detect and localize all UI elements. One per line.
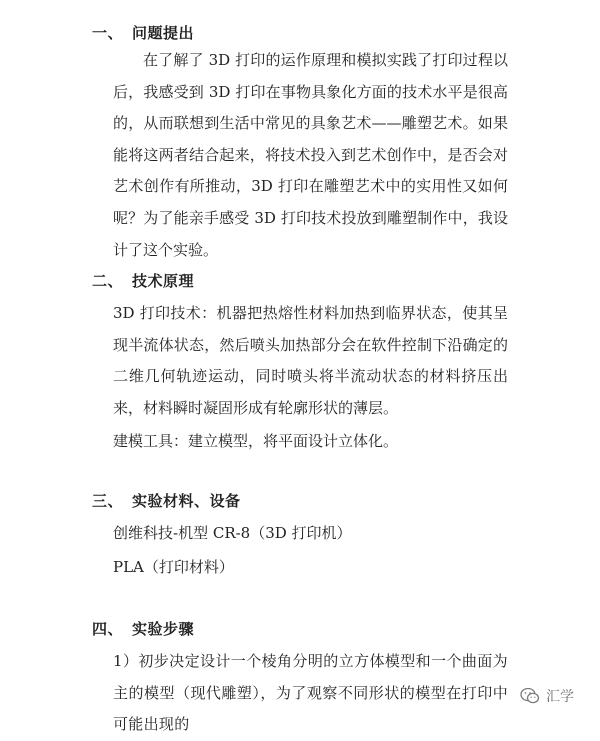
section-number: 一、	[92, 24, 124, 42]
section-number: 四、	[92, 620, 124, 638]
wechat-icon	[520, 687, 540, 705]
watermark	[520, 686, 574, 706]
section-2-paragraph: 建模工具：建立模型，将平面设计立体化。	[113, 432, 399, 450]
section-title: 问题提出	[132, 24, 195, 42]
section-title: 实验步骤	[132, 620, 195, 638]
section-title: 实验材料、设备	[132, 492, 241, 510]
watermark-text: 汇学	[546, 689, 574, 705]
step-1-paragraph: 1）初步决定设计一个棱角分明的立方体模型和一个曲面为主的模型（现代雕塑），为了观察不同形状的模型在打印中可能出现的	[113, 652, 508, 734]
section-heading-4	[92, 618, 194, 639]
material-line: PLA（打印材料）	[113, 558, 234, 576]
section-heading-1	[92, 22, 194, 43]
section-number: 三、	[92, 492, 124, 510]
section-number: 二、	[92, 272, 124, 290]
section-title: 技术原理	[132, 272, 195, 290]
section-1-paragraph: 在了解了 3D 打印的运作原理和模拟实践了打印过程以后，我感受到 3D 打印在事物具象化方面的技术水平是很高的，从而联想到生活中常见的具象艺术——雕塑艺术。如果能将这两者结合起来，将技术投入到艺术创作中，是否会对艺术创作有所推动，3D 打印在雕塑艺术中的实用性又如何呢？为了能亲手感受 3D 打印技术投放到雕塑制作中，我设计了这个实验。	[113, 51, 508, 259]
section-heading-3	[92, 490, 241, 511]
equipment-line: 创维科技-机型 CR-8（3D 打印机）	[113, 524, 352, 542]
section-heading-2	[92, 270, 194, 291]
section-2-paragraph: 3D 打印技术：机器把热熔性材料加热到临界状态，使其呈现半流体状态，然后喷头加热部分会在软件控制下沿确定的二维几何轨迹运动，同时喷头将半流动状态的材料挤压出来，材料瞬时凝固形成有轮廓形状的薄层。	[113, 304, 508, 417]
